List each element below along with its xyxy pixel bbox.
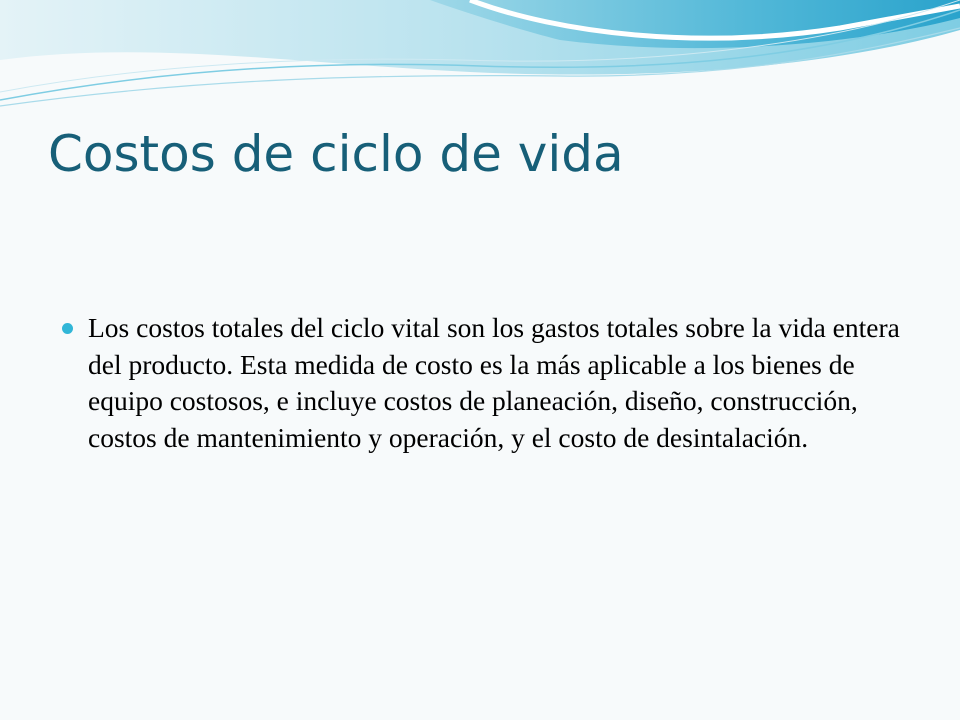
bullet-item [62, 310, 912, 456]
bullet-dot-icon [62, 323, 73, 334]
slide-title: Costos de ciclo de vida [48, 125, 624, 183]
bullet-list [62, 310, 912, 456]
header-wave-decoration [0, 0, 960, 120]
bullet-text: Los costos totales del ciclo vital son los gastos totales sobre la vida entera del producto. Esta medida de costo es la más aplicable a los bienes de equipo costosos, e incluye costos de planeación, diseño, construcción, costos de mantenimiento y operación, y el costo de desintalación. [88, 312, 900, 453]
